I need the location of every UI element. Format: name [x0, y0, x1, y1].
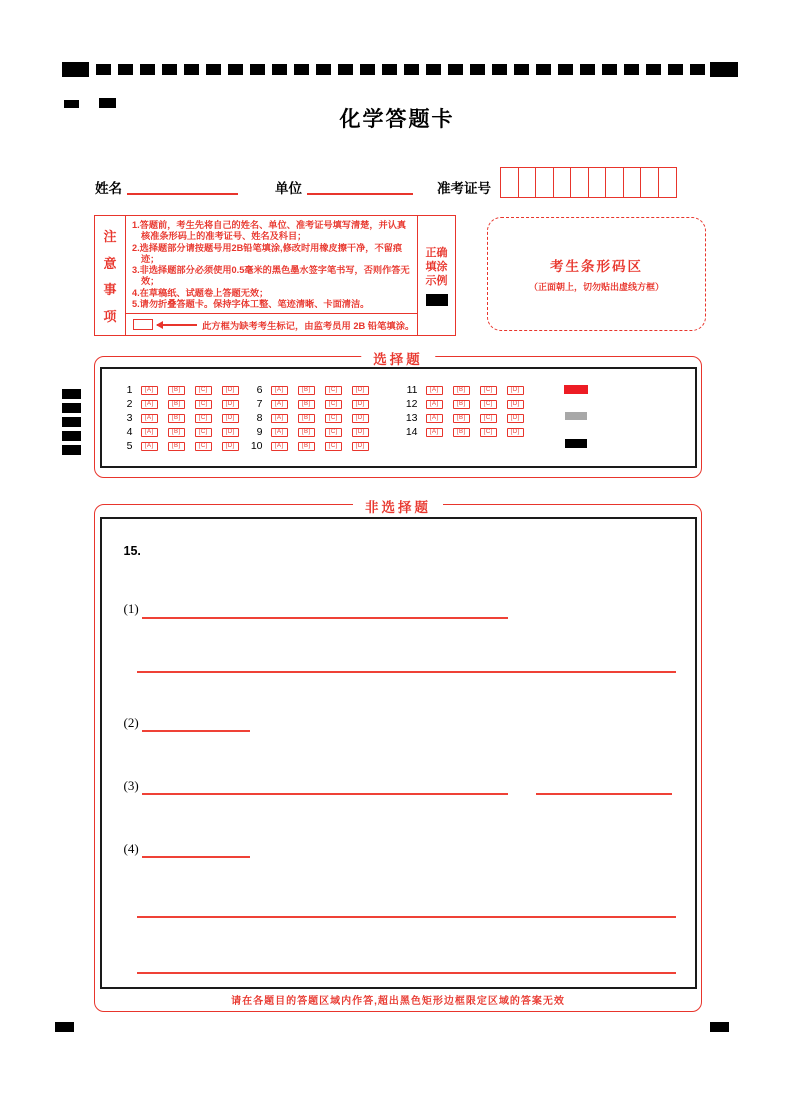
answer-line[interactable] — [536, 793, 672, 795]
choice-section — [94, 352, 702, 478]
option-bubble-c[interactable]: [ C ] — [325, 442, 342, 451]
timing-mark — [602, 64, 617, 75]
timing-mark — [710, 1022, 729, 1032]
answer-line[interactable] — [137, 916, 676, 918]
question-row — [111, 413, 249, 423]
option-bubble-a[interactable]: [ A ] — [141, 386, 158, 395]
exam-number-cell[interactable] — [570, 167, 589, 198]
question-row — [396, 413, 534, 423]
question-number: 3 — [126, 412, 133, 424]
absent-marker-row — [126, 314, 417, 335]
exam-number-cell[interactable] — [588, 167, 607, 198]
part-3-label: (3) — [123, 778, 139, 793]
timing-mark — [668, 64, 683, 75]
timing-mark — [62, 445, 81, 455]
option-bubble-c[interactable]: [ C ] — [480, 386, 497, 395]
timing-mark — [184, 64, 199, 75]
question-number: 6 — [256, 384, 263, 396]
option-bubble-a[interactable]: [ A ] — [271, 400, 288, 409]
option-bubble-b[interactable]: [ B ] — [298, 414, 315, 423]
exam-number-cell[interactable] — [623, 167, 642, 198]
timing-mark — [206, 64, 221, 75]
option-bubble-c[interactable]: [ C ] — [195, 442, 212, 451]
option-bubble-a[interactable]: [ A ] — [141, 428, 158, 437]
question-row — [111, 427, 249, 437]
notice-items — [126, 216, 417, 314]
option-bubble-a[interactable]: [ A ] — [271, 386, 288, 395]
exam-number-cell[interactable] — [500, 167, 519, 198]
timing-mark — [272, 64, 287, 75]
option-bubble-d[interactable]: [ D ] — [222, 442, 239, 451]
question-number: 14 — [405, 426, 418, 438]
exam-number-label: 准考证号 — [437, 181, 491, 196]
timing-mark — [470, 64, 485, 75]
timing-mark — [426, 64, 441, 75]
black-calibration-swatch — [565, 439, 587, 448]
essay-section — [94, 500, 702, 1012]
option-bubble-b[interactable]: [ B ] — [168, 428, 185, 437]
option-bubble-b[interactable]: [ B ] — [298, 386, 315, 395]
option-bubble-c[interactable]: [ C ] — [325, 400, 342, 409]
question-row — [396, 385, 534, 395]
exam-number-cell[interactable] — [658, 167, 677, 198]
timing-mark — [536, 64, 551, 75]
page-title: 化学答题卡 — [339, 108, 455, 131]
option-bubble-c[interactable]: [ C ] — [480, 428, 497, 437]
exam-number-cell[interactable] — [605, 167, 624, 198]
option-bubble-d[interactable]: [ D ] — [507, 428, 524, 437]
option-bubble-b[interactable]: [ B ] — [298, 442, 315, 451]
unit-input-line[interactable] — [307, 193, 413, 195]
question-number: 13 — [405, 412, 418, 424]
timing-mark — [580, 64, 595, 75]
timing-mark — [514, 64, 529, 75]
notice-item: 5.请勿折叠答题卡。保持字体工整、笔迹清晰、卡面清洁。 — [132, 299, 370, 310]
barcode-subtitle: （正面朝上，切勿贴出虚线方框） — [528, 282, 664, 292]
timing-mark-corner-right — [710, 62, 738, 77]
timing-mark — [62, 431, 81, 441]
option-bubble-c[interactable]: [ C ] — [195, 400, 212, 409]
option-bubble-a[interactable]: [ A ] — [271, 414, 288, 423]
question-row — [241, 399, 379, 409]
timing-mark — [448, 64, 463, 75]
question-row — [111, 399, 249, 409]
timing-mark — [62, 403, 81, 413]
option-bubble-c[interactable]: [ C ] — [195, 428, 212, 437]
option-bubble-c[interactable]: [ C ] — [325, 386, 342, 395]
essay-answer-box — [100, 517, 697, 989]
notice-side-char: 意 — [103, 255, 117, 271]
unit-label: 单位 — [275, 181, 302, 196]
name-label: 姓名 — [95, 181, 122, 196]
option-bubble-a[interactable]: [ A ] — [426, 386, 443, 395]
question-number: 11 — [406, 384, 418, 396]
notice-content — [126, 216, 417, 335]
timing-mark — [338, 64, 353, 75]
timing-marks-top — [96, 64, 705, 75]
fill-example-line: 示例 — [425, 274, 448, 287]
option-bubble-b[interactable]: [ B ] — [168, 414, 185, 423]
part-2-label: (2) — [123, 715, 139, 730]
question-number: 9 — [256, 426, 263, 438]
timing-mark — [140, 64, 155, 75]
exam-number-grid — [500, 167, 677, 198]
notice-item: 1.答题前，考生先将自己的姓名、单位、准考证号填写清楚，并认真核准条形码上的准考证号、姓名及科目； — [132, 220, 407, 242]
option-bubble-d[interactable]: [ D ] — [352, 414, 369, 423]
timing-mark — [294, 64, 309, 75]
option-bubble-b[interactable]: [ B ] — [168, 386, 185, 395]
option-bubble-d[interactable]: [ D ] — [352, 442, 369, 451]
question-number: 5 — [126, 440, 133, 452]
choice-column-2 — [241, 385, 379, 455]
timing-mark — [228, 64, 243, 75]
notice-item: 2.选择题部分请按题号用2B铅笔填涂,修改时用橡皮擦干净，不留痕迹； — [132, 242, 403, 264]
notice-side-char: 项 — [103, 309, 117, 325]
notice-side-title — [95, 216, 126, 335]
question-row — [241, 385, 379, 395]
notice-box — [94, 215, 456, 336]
timing-mark — [492, 64, 507, 75]
question-15-label: 15. — [123, 544, 141, 558]
timing-marks-left — [62, 389, 81, 455]
timing-mark — [250, 64, 265, 75]
timing-mark — [382, 64, 397, 75]
question-row — [241, 413, 379, 423]
option-bubble-d[interactable]: [ D ] — [352, 428, 369, 437]
choice-column-1 — [111, 385, 249, 455]
fill-example-label — [426, 246, 448, 288]
timing-mark — [162, 64, 177, 75]
notice-item: 3.非选择题部分必须使用0.5毫米的黑色墨水签字笔书写，否则作答无效； — [132, 265, 410, 287]
option-bubble-b[interactable]: [ B ] — [453, 428, 470, 437]
answer-line[interactable] — [142, 856, 250, 858]
option-bubble-c[interactable]: [ C ] — [325, 428, 342, 437]
question-number: 1 — [126, 384, 133, 396]
timing-mark — [316, 64, 331, 75]
option-bubble-c[interactable]: [ C ] — [480, 400, 497, 409]
option-bubble-a[interactable]: [ A ] — [141, 414, 158, 423]
option-bubble-b[interactable]: [ B ] — [168, 400, 185, 409]
exam-number-cell[interactable] — [518, 167, 537, 198]
answer-line[interactable] — [137, 671, 676, 673]
timing-mark — [62, 389, 81, 399]
option-bubble-c[interactable]: [ C ] — [480, 414, 497, 423]
option-bubble-d[interactable]: [ D ] — [507, 400, 524, 409]
option-bubble-b[interactable]: [ B ] — [453, 400, 470, 409]
option-bubble-d[interactable]: [ D ] — [222, 428, 239, 437]
option-bubble-c[interactable]: [ C ] — [195, 386, 212, 395]
option-bubble-b[interactable]: [ B ] — [453, 414, 470, 423]
question-row — [111, 385, 249, 395]
option-bubble-a[interactable]: [ A ] — [426, 400, 443, 409]
option-bubble-c[interactable]: [ C ] — [195, 414, 212, 423]
timing-mark — [360, 64, 375, 75]
option-bubble-d[interactable]: [ D ] — [352, 386, 369, 395]
barcode-title: 考生条形码区 — [550, 259, 643, 274]
option-bubble-d[interactable]: [ D ] — [507, 386, 524, 395]
answer-line[interactable] — [142, 793, 508, 795]
question-number: 2 — [126, 398, 133, 410]
exam-number-cell[interactable] — [640, 167, 659, 198]
option-bubble-b[interactable]: [ B ] — [453, 386, 470, 395]
option-bubble-d[interactable]: [ D ] — [352, 400, 369, 409]
fill-example-line: 填涂 — [425, 260, 448, 273]
fill-example-line: 正确 — [425, 246, 448, 259]
answer-line[interactable] — [137, 972, 676, 974]
barcode-zone — [487, 217, 706, 331]
option-bubble-d[interactable]: [ D ] — [222, 414, 239, 423]
option-bubble-b[interactable]: [ B ] — [298, 400, 315, 409]
part-4-label: (4) — [123, 841, 139, 856]
option-bubble-d[interactable]: [ D ] — [222, 386, 239, 395]
option-bubble-b[interactable]: [ B ] — [298, 428, 315, 437]
option-bubble-a[interactable]: [ A ] — [426, 428, 443, 437]
choice-section-title: 选择题 — [361, 348, 435, 368]
timing-mark — [690, 64, 705, 75]
timing-mark — [646, 64, 661, 75]
question-number: 12 — [405, 398, 418, 410]
question-row — [396, 427, 534, 437]
question-row — [241, 427, 379, 437]
option-bubble-c[interactable]: [ C ] — [325, 414, 342, 423]
exam-number-cell[interactable] — [535, 167, 554, 198]
option-bubble-a[interactable]: [ A ] — [141, 400, 158, 409]
question-number: 10 — [250, 440, 263, 452]
correct-fill-sample — [426, 294, 448, 306]
option-bubble-a[interactable]: [ A ] — [141, 442, 158, 451]
area-warning-text: 请在各题目的答题区域内作答,超出黑色矩形边框限定区域的答案无效 — [231, 996, 565, 1007]
answer-line[interactable] — [142, 730, 250, 732]
left-arrow-icon — [157, 324, 197, 326]
choice-column-3 — [396, 385, 534, 441]
timing-mark — [404, 64, 419, 75]
timing-mark — [624, 64, 639, 75]
part-1-label: (1) — [123, 601, 139, 616]
timing-mark — [118, 64, 133, 75]
essay-section-title: 非选择题 — [353, 496, 443, 516]
question-row — [241, 441, 379, 451]
option-bubble-d[interactable]: [ D ] — [222, 400, 239, 409]
timing-mark — [55, 1022, 74, 1032]
question-number: 4 — [126, 426, 133, 438]
name-input-line[interactable] — [127, 193, 238, 195]
question-number: 8 — [256, 412, 263, 424]
gray-calibration-swatch — [565, 412, 587, 420]
question-row — [396, 399, 534, 409]
timing-mark — [558, 64, 573, 75]
notice-side-char: 事 — [103, 282, 117, 298]
timing-mark-corner-left — [62, 62, 89, 77]
option-bubble-a[interactable]: [ A ] — [271, 442, 288, 451]
exam-number-cell[interactable] — [553, 167, 572, 198]
option-bubble-d[interactable]: [ D ] — [507, 414, 524, 423]
notice-item: 4.在草稿纸、试题卷上答题无效； — [132, 287, 269, 298]
absent-marker-box[interactable] — [133, 319, 153, 330]
fill-example-panel — [417, 216, 455, 335]
red-calibration-swatch — [564, 385, 588, 394]
choice-answer-box — [100, 367, 697, 468]
question-number: 7 — [256, 398, 263, 410]
timing-mark — [62, 417, 81, 427]
option-bubble-b[interactable]: [ B ] — [168, 442, 185, 451]
question-row — [111, 441, 249, 451]
absent-note: 此方框为缺考考生标记，由监考员用 2B 铅笔填涂。 — [202, 320, 415, 331]
answer-line[interactable] — [142, 617, 508, 619]
option-bubble-a[interactable]: [ A ] — [271, 428, 288, 437]
option-bubble-a[interactable]: [ A ] — [426, 414, 443, 423]
timing-mark — [96, 64, 111, 75]
notice-side-char: 注 — [103, 228, 117, 244]
